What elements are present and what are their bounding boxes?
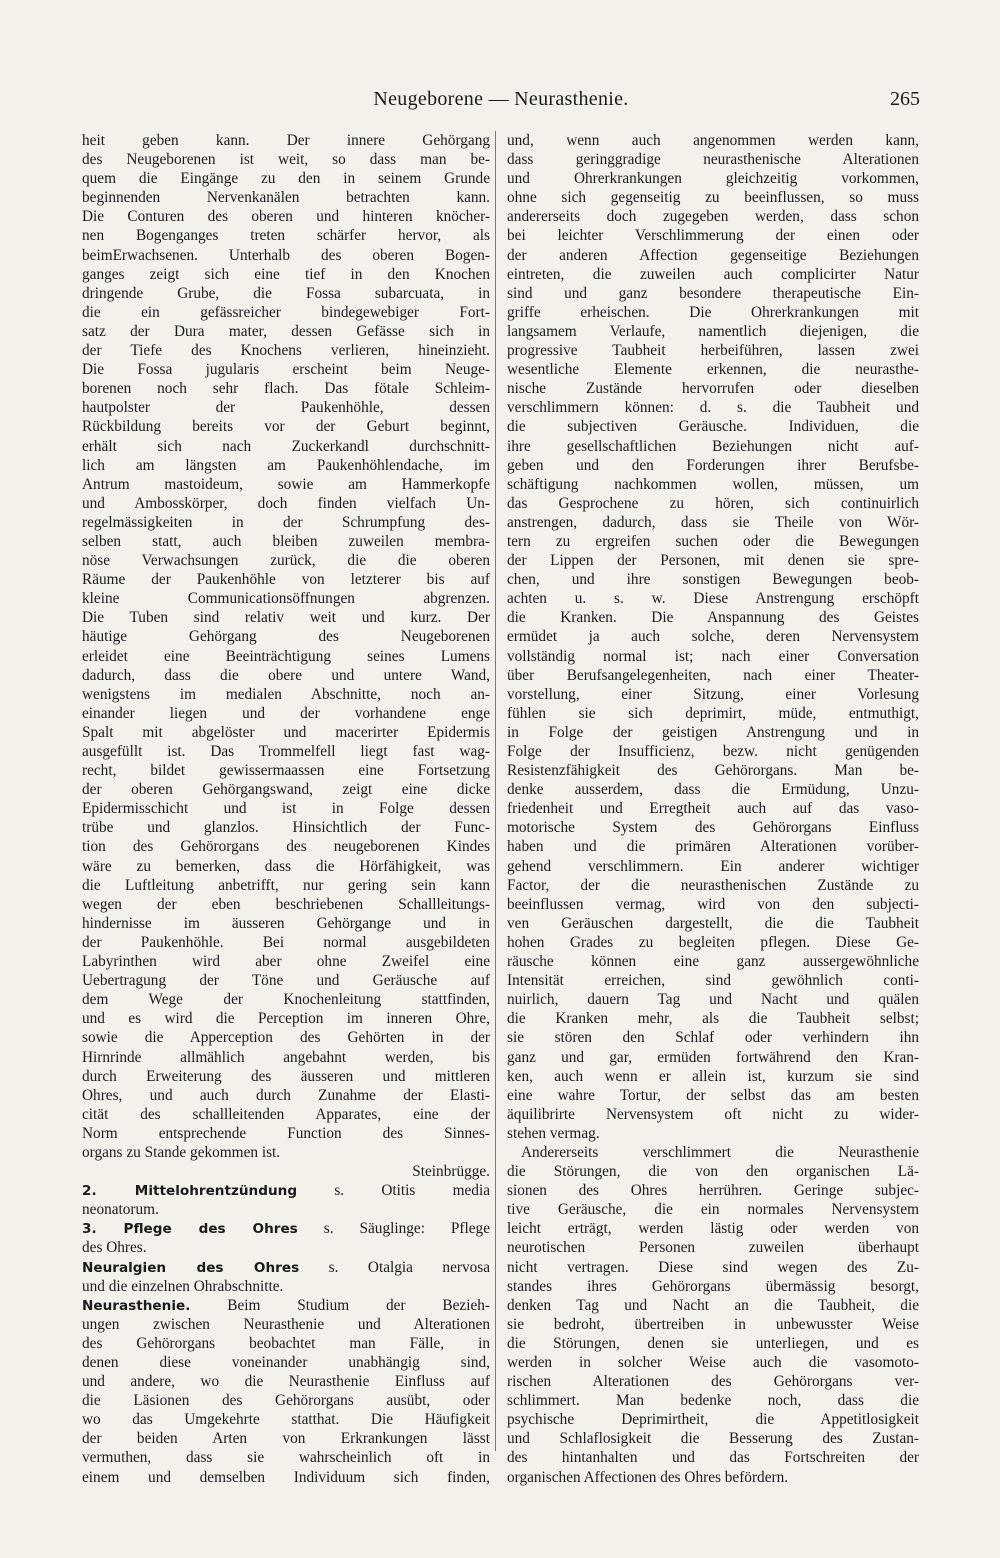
line-text: nische Zustände hervorrufen oder dieselben — [507, 380, 919, 398]
text-line — [82, 456, 490, 475]
line-text: die Kranken. Die Anspannung des Geistes — [507, 609, 919, 627]
text-line — [82, 169, 490, 188]
text-line — [82, 1067, 490, 1086]
text-line — [507, 1277, 919, 1296]
line-text: der Tiefe des Knochens verlieren, hineinzieht. — [82, 342, 490, 360]
text-line — [82, 188, 490, 207]
running-title: Neugeborene — Neurasthenie. — [373, 88, 629, 110]
right-column — [507, 131, 919, 1487]
line-text: durch Erweiterung des äusseren und mittleren — [82, 1067, 490, 1085]
text-line — [507, 284, 919, 303]
line-text: wäre zu bemerken, dass die Hörfähigkeit, was — [82, 857, 490, 875]
line-text: ken, auch wenn er allein ist, kurzum sie sind — [507, 1067, 919, 1085]
line-text: standes ihres Gehörorgans übermässig besorgt, — [507, 1277, 919, 1295]
text-line — [82, 589, 490, 608]
text-line — [82, 494, 490, 513]
text-line — [82, 1009, 490, 1028]
line-text: lich am längsten am Paukenhöhlendache, im — [82, 456, 490, 474]
text-line — [82, 1238, 490, 1257]
text-line — [82, 1448, 490, 1467]
text-line — [507, 1315, 919, 1334]
line-text: denke ausserdem, dass die Ermüdung, Unzu- — [507, 781, 919, 799]
line-text: regelmässigkeiten in der Schrumpfung des- — [82, 513, 490, 531]
text-line — [507, 131, 919, 150]
line-text: sind und ganz besondere therapeutische Ein- — [507, 284, 919, 302]
text-line — [82, 532, 490, 551]
text-line — [507, 1334, 919, 1353]
text-line — [82, 1391, 490, 1410]
text-line — [82, 513, 490, 532]
text-line — [507, 1028, 919, 1047]
line-text: wegen der eben beschriebenen Schallleitungs- — [82, 895, 490, 913]
text-line — [507, 704, 919, 723]
text-line — [507, 303, 919, 322]
line-text: friedenheit und Erregtheit auch auf das vaso- — [507, 800, 919, 818]
column-divider — [495, 131, 496, 1451]
text-line — [507, 169, 919, 188]
line-text: sowie die Apperception des Gehörten in der — [82, 1029, 490, 1047]
line-text: schlimmert. Man bedenke noch, dass die — [507, 1392, 919, 1410]
text-line — [507, 341, 919, 360]
line-text: und Ambosskörper, doch finden vielfach Un- — [82, 494, 490, 512]
text-line — [507, 1296, 919, 1315]
line-text: erhält sich nach Zuckerkandl durchschnitt- — [82, 437, 490, 455]
line-text: ganges zeigt sich eine tief in den Knochen — [82, 265, 490, 283]
line-text: dem Wege der Knochenleitung stattfinden, — [82, 991, 490, 1009]
line-text: räusche können eine ganz aussergewöhnliche — [507, 953, 919, 971]
text-line — [507, 818, 919, 837]
text-line — [82, 1086, 490, 1105]
text-line — [82, 1334, 490, 1353]
text-line — [82, 417, 490, 436]
line-text: Spalt mit abgelöster und macerirter Epidermis — [82, 723, 490, 741]
text-line — [507, 799, 919, 818]
text-line — [82, 1048, 490, 1067]
text-line — [507, 647, 919, 666]
line-text: borenen noch sehr flach. Das fötale Schleim- — [82, 380, 490, 398]
line-text: leicht erträgt, werden lästig oder werden von — [507, 1220, 919, 1238]
line-text: ungen zwischen Neurasthenie und Alterationen — [82, 1315, 490, 1333]
line-text: neonatorum. — [82, 1201, 159, 1219]
text-line — [82, 1028, 490, 1047]
line-text: organischen Affectionen des Ohres befördern. — [507, 1468, 789, 1486]
text-line — [507, 417, 919, 436]
text-line — [507, 990, 919, 1009]
line-text: Die Conturen des oberen und hinteren knöcher- — [82, 208, 490, 226]
text-line — [82, 990, 490, 1009]
text-line — [82, 1372, 490, 1391]
line-text: haben und die primären Alterationen vorüber- — [507, 838, 919, 856]
line-text: einem und demselben Individuum sich finden, — [82, 1468, 490, 1486]
text-line — [507, 1009, 919, 1028]
line-text: tive Geräusche, die ein normales Nervensystem — [507, 1201, 919, 1219]
line-text: dass geringgradige neurasthenische Alterationen — [507, 151, 919, 169]
text-line — [82, 1429, 490, 1448]
text-line — [507, 742, 919, 761]
text-line — [82, 837, 490, 856]
line-text: Hirnrinde allmählich angebahnt werden, bis — [82, 1048, 490, 1066]
line-text: die Läsionen des Gehörorgans ausübt, oder — [82, 1392, 490, 1410]
text-line — [507, 1448, 919, 1467]
line-text: verschlimmern können: d. s. die Taubheit und — [507, 399, 919, 417]
text-line — [507, 379, 919, 398]
line-text: beginnenden Nervenkanälen betrachten kann. — [82, 189, 490, 207]
text-line — [507, 494, 919, 513]
text-line — [507, 360, 919, 379]
text-line — [507, 150, 919, 169]
text-line — [82, 723, 490, 742]
line-text: Die Fossa jugularis erscheint beim Neuge- — [82, 361, 490, 379]
text-line — [82, 666, 490, 685]
line-text: des hintanhalten und das Fortschreiten der — [507, 1449, 919, 1467]
line-text: der Lippen der Personen, mit denen sie spre- — [507, 552, 919, 570]
line-text: Epidermisschicht und ist in Folge dessen — [82, 800, 490, 818]
line-text: progressive Taubheit herbeiführen, lassen zwei — [507, 342, 919, 360]
line-text: ermüdet ja auch solche, deren Nervensystem — [507, 628, 919, 646]
text-line — [82, 1296, 490, 1315]
text-line — [82, 1353, 490, 1372]
text-line — [507, 551, 919, 570]
line-text: gehend verschlimmern. Ein anderer wichtiger — [507, 857, 919, 875]
text-line — [82, 608, 490, 627]
text-line — [82, 246, 490, 265]
text-line — [82, 284, 490, 303]
text-line — [507, 589, 919, 608]
text-line — [82, 627, 490, 646]
text-line — [82, 1258, 490, 1277]
line-text: Intensität erreichen, sind gewöhnlich conti- — [507, 972, 919, 990]
line-text: beimErwachsenen. Unterhalb des oberen Bogen- — [82, 246, 490, 264]
text-line — [507, 1219, 919, 1238]
text-line — [507, 1124, 919, 1143]
line-text: ganz und gar, ermüden fortwährend den Kran- — [507, 1048, 919, 1066]
line-text: denken Tag und Nacht an die Taubheit, die — [507, 1296, 919, 1314]
line-text: wo das Umgekehrte statthat. Die Häufigkeit — [82, 1411, 490, 1429]
line-text: hindernisse im äusseren Gehörgange und in — [82, 914, 490, 932]
line-text: der oberen Gehörgangswand, zeigt eine dicke — [82, 781, 490, 799]
line-text: einander liegen und der vorhandene enge — [82, 704, 490, 722]
line-text: Folge der Insufficienz, bezw. nicht genügenden — [507, 743, 919, 760]
line-text: selben statt, auch bleiben zuweilen membra- — [82, 532, 490, 550]
text-line — [507, 1048, 919, 1067]
line-text: und Ohrerkrankungen gleichzeitig vorkommen, — [507, 170, 919, 188]
text-line — [82, 226, 490, 245]
line-text: äquilibrirte Nervensystem oft nicht zu wider- — [507, 1105, 919, 1123]
line-text: die Luftleitung anbetrifft, nur gering sein kann — [82, 876, 490, 894]
text-line — [82, 207, 490, 226]
text-line — [507, 837, 919, 856]
text-line — [507, 1391, 919, 1410]
line-text: Resistenzfähigkeit des Gehörorgans. Man be- — [507, 762, 919, 780]
line-text: trübe und glanzlos. Hinsichtlich der Func- — [82, 819, 490, 837]
text-line — [507, 685, 919, 704]
text-line — [82, 1468, 490, 1487]
text-line — [507, 322, 919, 341]
line-text: Antrum mastoideum, sowie am Hammerkopfe — [82, 475, 490, 493]
text-line — [507, 857, 919, 876]
line-text: vollständig normal ist; nach einer Conversation — [507, 647, 919, 665]
text-line — [82, 1105, 490, 1124]
text-line — [82, 437, 490, 456]
line-text: des Ohres. — [82, 1239, 147, 1257]
text-line — [82, 704, 490, 723]
line-text: tion des Gehörorgans des neugeborenen Kindes — [82, 838, 490, 856]
line-text: Uebertragung der Töne und Geräusche auf — [82, 972, 490, 990]
line-text: stehen vermag. — [507, 1124, 600, 1142]
text-line — [82, 933, 490, 952]
text-line — [82, 799, 490, 818]
line-text: des Neugeborenen ist weit, so dass man be- — [82, 151, 490, 169]
text-line — [507, 456, 919, 475]
text-line — [507, 1181, 919, 1200]
line-text: über Berufsangelegenheiten, nach einer Theater- — [507, 666, 919, 684]
text-line — [82, 322, 490, 341]
line-text: vorstellung, einer Sitzung, einer Vorlesung — [507, 685, 919, 703]
line-text: und andere, wo die Neurasthenie Einfluss auf — [82, 1373, 490, 1391]
line-text: eine wahre Tortur, der selbst das am besten — [507, 1086, 919, 1104]
text-line — [82, 150, 490, 169]
line-text: sie bedroht, übertreiben in unbewusster Weise — [507, 1315, 919, 1333]
text-line — [82, 360, 490, 379]
line-text: rischen Alterationen des Gehörorgans ver- — [507, 1373, 919, 1391]
text-line — [82, 398, 490, 417]
line-text: Norm entsprechende Function des Sinnes- — [82, 1124, 490, 1142]
line-text: wenigstens im medialen Abschnitte, noch an- — [82, 685, 490, 703]
text-line — [507, 876, 919, 895]
text-line — [507, 1086, 919, 1105]
line-text: ven Geräuschen dargestellt, die die Taubheit — [507, 914, 919, 932]
left-column — [82, 131, 490, 1487]
text-line — [82, 1277, 490, 1296]
line-text: Steinbrügge. — [412, 1163, 490, 1181]
text-line — [507, 1105, 919, 1124]
text-line — [507, 780, 919, 799]
text-line — [507, 513, 919, 532]
line-text: hohen Grades zu begleiten pflegen. Diese Ge- — [507, 933, 919, 951]
line-text: und Schlaflosigkeit die Besserung des Zustan- — [507, 1430, 919, 1448]
text-line — [82, 971, 490, 990]
text-line — [82, 685, 490, 704]
text-line — [507, 1468, 919, 1487]
text-line — [82, 1410, 490, 1429]
text-line — [507, 437, 919, 456]
line-text: häutige Gehörgang des Neugeborenen — [82, 628, 490, 646]
line-text: ihre gesellschaftlichen Beziehungen nicht auf- — [507, 437, 919, 455]
entry-heading: 2. Mittelohrentzündung — [82, 1183, 298, 1200]
text-line — [507, 761, 919, 780]
text-line — [507, 226, 919, 245]
line-text: heit geben kann. Der innere Gehörgang — [82, 132, 490, 149]
line-text: Labyrinthen wird aber ohne Zweifel eine — [82, 953, 490, 971]
text-line — [507, 1258, 919, 1277]
text-line — [82, 647, 490, 666]
text-line — [82, 551, 490, 570]
line-text: Factor, der die neurasthenischen Zustände zu — [507, 876, 919, 894]
text-line — [82, 1200, 490, 1219]
line-text: wesentliche Elemente erkennen, die neurasthe- — [507, 361, 919, 379]
text-line — [507, 1200, 919, 1219]
line-text: nen Bogenganges treten schärfer hervor, als — [82, 227, 490, 245]
line-text: bei leichter Verschlimmerung der einen oder — [507, 227, 919, 245]
line-text: satz der Dura mater, dessen Gefässe sich in — [82, 322, 490, 340]
text-line — [82, 379, 490, 398]
page-header — [82, 88, 920, 118]
text-line — [507, 475, 919, 494]
text-line — [507, 246, 919, 265]
line-text: und es wird die Perception im inneren Ohre, — [82, 1010, 490, 1028]
text-line — [507, 666, 919, 685]
text-line — [507, 1372, 919, 1391]
line-text: der Paukenhöhle. Bei normal ausgebildeten — [82, 933, 490, 951]
text-line — [82, 857, 490, 876]
text-line — [82, 1219, 490, 1238]
text-line — [507, 971, 919, 990]
line-text: cität des schallleitenden Apparates, eine der — [82, 1105, 490, 1123]
line-text: die Kranken mehr, als die Taubheit selbst; — [507, 1010, 919, 1028]
line-text: tern zu ergreifen suchen oder die Bewegungen — [507, 532, 919, 550]
text-line — [82, 1181, 490, 1200]
line-text: Ohres, und auch durch Zunahme der Elasti- — [82, 1086, 490, 1104]
text-line — [82, 341, 490, 360]
text-line — [507, 952, 919, 971]
line-text: werden in solcher Weise auch die vasomoto- — [507, 1354, 919, 1371]
text-line — [82, 1162, 490, 1181]
text-line — [507, 914, 919, 933]
text-line — [507, 265, 919, 284]
text-line — [82, 876, 490, 895]
line-text: griffe erheischen. Die Ohrerkrankungen mit — [507, 303, 919, 321]
line-text: dringende Grube, die Fossa subarcuata, in — [82, 284, 490, 302]
line-text: die ein gefässreicher bindegewebiger Fort- — [82, 303, 490, 321]
text-line — [507, 1162, 919, 1181]
line-text: andererseits doch zugegeben werden, dass schon — [507, 208, 919, 226]
text-line — [82, 303, 490, 322]
line-text: geben und den Forderungen ihrer Berufsbe- — [507, 456, 919, 474]
text-line — [82, 895, 490, 914]
entry-heading: Neurasthenie. — [82, 1297, 191, 1314]
line-text: s. Säuglinge: Pflege — [297, 1220, 490, 1238]
text-line — [82, 914, 490, 933]
line-text: schäftigung nachkommen wollen, müssen, um — [507, 475, 919, 493]
line-text: und, wenn auch angenommen werden kann, — [507, 132, 919, 149]
line-text: kleine Communicationsöffnungen abgrenzen. — [82, 590, 490, 608]
line-text: chen, und ihre sonstigen Bewegungen beob- — [507, 571, 919, 589]
line-text: die Störungen, die von den organischen Lä- — [507, 1163, 919, 1181]
line-text: s. Otitis media — [297, 1182, 490, 1200]
line-text: recht, bildet gewissermaassen eine Fortsetzung — [82, 762, 490, 780]
line-text: sie stören den Schlaf oder verhindern ihn — [507, 1029, 919, 1047]
line-text: hautpolster der Paukenhöhle, dessen — [82, 399, 490, 417]
line-text: der beiden Arten von Erkrankungen lässt — [82, 1430, 490, 1448]
text-line — [507, 723, 919, 742]
line-text: das Gesprochene zu hören, sich continuirlich — [507, 494, 919, 512]
line-text: nicht vertragen. Diese sind wegen des Zu- — [507, 1258, 919, 1276]
entry-heading: 3. Pflege des Ohres — [82, 1221, 298, 1238]
line-text: und die einzelnen Ohrabschnitte. — [82, 1277, 284, 1295]
line-text: Andererseits verschlimmert die Neurasthenie — [521, 1143, 919, 1161]
line-text: sionen des Ohres herrühren. Geringe subjec- — [507, 1182, 919, 1200]
line-text: fühlen sie sich deprimirt, müde, entmuthigt, — [507, 704, 919, 722]
line-text: Rückbildung bereits vor der Geburt beginnt, — [82, 418, 490, 436]
line-text: psychische Deprimirtheit, die Appetitlosigkeit — [507, 1411, 919, 1429]
text-line — [507, 1143, 919, 1162]
line-text: vermuthen, dass sie wahrscheinlich oft in — [82, 1449, 490, 1467]
text-line — [507, 1353, 919, 1372]
text-line — [507, 1429, 919, 1448]
line-text: in Folge der geistigen Anstrengung und in — [507, 723, 919, 741]
text-line — [507, 398, 919, 417]
text-line — [507, 895, 919, 914]
line-text: ausgefüllt ist. Das Trommelfell liegt fast wag- — [82, 743, 490, 760]
text-line — [507, 1067, 919, 1086]
text-line — [507, 608, 919, 627]
text-line — [82, 1124, 490, 1143]
line-text: Beim Studium der Bezieh- — [190, 1296, 490, 1314]
text-line — [82, 570, 490, 589]
line-text: achten u. s. w. Diese Anstrengung erschöpft — [507, 590, 919, 608]
text-line — [507, 627, 919, 646]
text-line — [82, 475, 490, 494]
line-text: Räume der Paukenhöhle von letzterer bis auf — [82, 571, 490, 589]
line-text: erleidet eine Beeinträchtigung seines Lumens — [82, 647, 490, 665]
text-line — [507, 207, 919, 226]
text-line — [82, 131, 490, 150]
text-line — [82, 1315, 490, 1334]
text-line — [82, 761, 490, 780]
text-line — [82, 1143, 490, 1162]
line-text: eintreten, die zuweilen auch complicirter Natur — [507, 265, 919, 283]
text-line — [507, 933, 919, 952]
text-line — [507, 188, 919, 207]
text-line — [82, 952, 490, 971]
text-line — [82, 265, 490, 284]
entry-heading: Neuralgien des Ohres — [82, 1259, 300, 1276]
text-line — [507, 1238, 919, 1257]
text-line — [82, 742, 490, 761]
line-text: organs zu Stande gekommen ist. — [82, 1143, 281, 1161]
line-text: nöse Verwachsungen zurück, die die oberen — [82, 552, 490, 570]
line-text: denen diese voneinander unabhängig sind, — [82, 1354, 490, 1371]
text-line — [507, 1410, 919, 1429]
text-line — [507, 532, 919, 551]
text-line — [82, 780, 490, 799]
text-line — [507, 570, 919, 589]
line-text: nuirlich, dauern Tag und Nacht und quälen — [507, 991, 919, 1009]
line-text: anstrengen, dadurch, dass sie Theile von Wör- — [507, 513, 919, 531]
line-text: des Gehörorgans beobachtet man Fälle, in — [82, 1334, 490, 1352]
line-text: s. Otalgia nervosa — [299, 1258, 490, 1276]
line-text: beeinflussen vermag, wird von den subjecti- — [507, 895, 919, 913]
line-text: ohne sich gegenseitig zu beeinflussen, so muss — [507, 189, 919, 207]
line-text: neurotischen Personen zuweilen überhaupt — [507, 1239, 919, 1257]
line-text: die Störungen, denen sie unterliegen, und es — [507, 1334, 919, 1352]
line-text: die subjectiven Geräusche. Individuen, die — [507, 418, 919, 436]
line-text: Die Tuben sind relativ weit und kurz. Der — [82, 609, 490, 627]
line-text: langsamem Verlaufe, namentlich diejenigen, die — [507, 322, 919, 340]
line-text: dadurch, dass die obere und untere Wand, — [82, 666, 490, 684]
line-text: motorische System des Gehörorgans Einfluss — [507, 819, 919, 837]
text-line — [82, 818, 490, 837]
line-text: der anderen Affection gegenseitige Beziehungen — [507, 246, 919, 264]
line-text: quem die Eingänge zu den in seinem Grunde — [82, 170, 490, 188]
page-number: 265 — [890, 88, 920, 110]
